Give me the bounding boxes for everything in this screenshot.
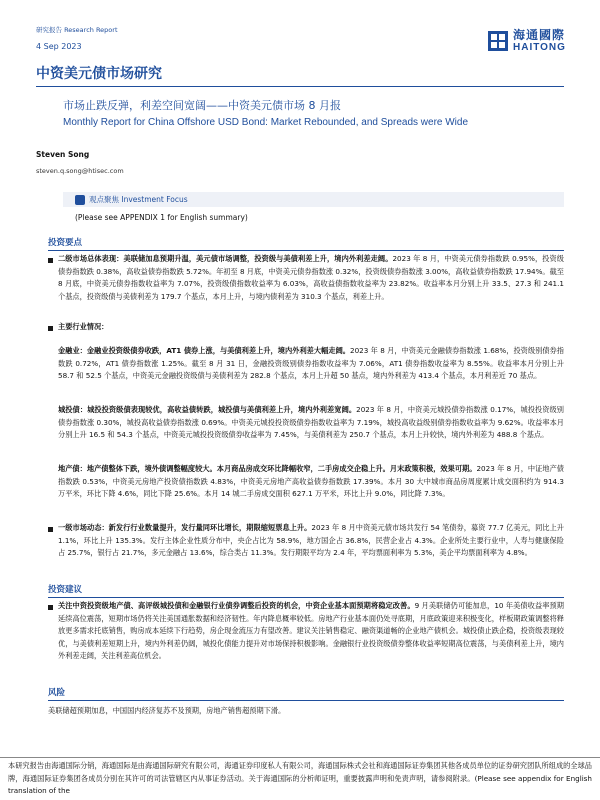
bullet-primary <box>48 527 53 532</box>
industry-lead: 主要行业情况： <box>58 322 109 331</box>
highlights-heading: 投资要点 <box>48 238 83 248</box>
market-lead: 二级市场总体表现：美联储加息预期升温，美元债市场调整，投资级与美债利差上升，境内外利差走阔。 <box>58 254 393 263</box>
property-body: 2023 年 8 月，中证地产债指数跌 0.53%，中资美元房地产投资债指数跌 4.83%，中资美元房地产高收益债券指数跌 17.39%。本月 30 大中城市商品房周度累计成交面积约为 914.3 万平米，环比下降 4.6%，同比下降 25.6%。本月 14 城二手房成交面积 627.1 万平米，环比上升 9.0%，同比降 7.3%。 <box>58 464 564 499</box>
logo-en-text: HAITONG <box>513 42 566 53</box>
report-date: 4 Sep 2023 <box>36 42 82 51</box>
subtitle-cn: 市场止跌反弹，利差空间宽阔——中资美元债市场 8 月报 <box>63 99 341 112</box>
appendix-note: (Please see APPENDIX 1 for English summary) <box>75 213 248 222</box>
primary-market-paragraph <box>58 522 564 560</box>
risk-text: 美联储超预期加息，中国国内经济复苏不及预期，房地产销售超预期下滑。 <box>48 706 286 715</box>
haitong-logo-icon <box>487 30 509 52</box>
advice-lead: 关注中资投资级地产债、高评级城投债和金融银行业债券调整后投资的机会，中资企业基本面预期将稳定改善。 <box>58 601 415 610</box>
advice-paragraph <box>58 600 564 663</box>
bullet-advice <box>48 605 53 610</box>
bullet-industry <box>48 326 53 331</box>
lgfv-body: 2023 年 8 月，中资美元城投债券指数涨 0.17%，城投投资级别债券指数涨 0.30%，城投高收益债券指数涨 0.69%。中资美元城投投资级债券指数收益率为 7.19%，城投高收益级别债券指数收益率为 9.62%。收益率本月分别上升 16.5 和 54.3 个基点，中资美元城投投资级债券收益率为 7.45%，与美债利差为 250.7 个基点，本月上升较快，境内外利差为 488.8 个基点。 <box>58 405 564 440</box>
property-lead: 地产债：地产债整体下跌，境外债调整幅度较大。本月商品房成交环比降幅收窄，二手房成交企稳上升。月末政策积极，效果可期。 <box>58 464 477 473</box>
lgfv-lead: 城投债：城投投资级债表现较优，高收益债转跌，城投债与美债利差上升，境内外利差宽阔。 <box>58 405 357 414</box>
market-body: 2023 年 8 月，中资美元债券指数跌 0.95%，投资级债券指数跌 0.38%，高收益债券指数跌 5.72%。年初至 8 月底，中资美元债券指数涨 0.32%，投资级债券指数涨 3.00%，高收益债券指数跌 17.94%。截至 8 月底，中资美元债券指数收益率为 7.07%，投资级债指数收益率为 6.03%，高收益债指数收益率为 23.82%。收益率本月分别上升 33.5、27.3 和 241.1 个基点，投资级债与美债利差为 179.7 个基点，本月上升，与境内债利差为 310.3 个基点，利差上升。 <box>58 254 564 301</box>
subtitle-en: Monthly Report for China Offshore USD Bond: Market Rebounded, and Spreads were Wide <box>63 117 469 128</box>
investment-focus-bar <box>63 192 564 207</box>
author-name: Steven Song <box>36 150 90 159</box>
industry-heading <box>58 321 564 334</box>
bullet-market <box>48 258 53 263</box>
author-email[interactable]: steven.q.song@htisec.com <box>36 167 124 175</box>
advice-heading: 投资建议 <box>48 585 83 595</box>
lgfv-paragraph <box>58 404 564 442</box>
primary-lead: 一级市场动态：新发行行业数量提升，发行量同环比增长，期限缩短票息上升。 <box>58 523 312 532</box>
focus-icon <box>75 195 85 205</box>
advice-divider <box>48 597 564 598</box>
footer-disclaimer: 本研究报告由海通国际分销，海通国际是由海通国际研究有限公司，海通证券印度私人有限公司，海通国际株式会社和海通国际证券集团其他各成员单位的证券研究团队所组成的全球品牌，海通国际证券集团各成员分别在其许可的司法管辖区内从事证券活动。关于海通国际的分析师证明，重要披露声明和免责声明，请参阅附录。(Please see appendix for English translation of the <box>8 761 592 795</box>
footer-divider <box>0 757 600 758</box>
finance-paragraph <box>58 345 564 383</box>
haitong-logo <box>487 20 579 62</box>
logo-cn-text: 海通國際 <box>513 28 566 42</box>
market-paragraph <box>58 253 564 303</box>
finance-body: 2023 年 8 月，中资美元金融债券指数涨 1.68%，投资级别债券指数跌 0.72%，AT1 债券指数涨 1.25%。截至 8 月 31 日，金融投资级别债券指数收益率为 7.06%，AT1 债券指数收益率为 8.55%。收益率本月分别上升 58.7 和 52.5 个基点，中资美元金融投资级债与美债利差为 282.8 个基点，本月上升超 50 基点，境内外利差为 413.4 个基点，本月利差近 70 基点。 <box>58 346 564 381</box>
advice-body: 9 月美联储仍可能加息，10 年美债收益率预期延续高位震荡，短期市场仍将关注美国通胀数据和经济韧性。年内降息概率较低。房地产行业基本面仍处寻底期，月底政策迎来积极变化，样板期政策调整将释放更多需求托底销售，购房成本延续下行趋势，房企现金流压力有望改善。建议关注销售稳定、融资渠道畅的企业地产债机会。城投债止跌企稳，投资级表现较优，与美债利差短期上升，境内外利差仍阔，城投化债能力提升对市场保持积极影响。金融银行业投资级债券整体收益率短期高位震荡，与美债利差上升，境内外利差走阔，关注利差高位机会。 <box>58 601 564 661</box>
property-paragraph <box>58 463 564 501</box>
primary-body: 2023 年 8 月中资美元债市场共发行 54 笔债券，募资 77.7 亿美元，同比上升 1.1%，环比上升 135.3%。发行主体企业性质分布中，央企占比为 58.9%，地方国企占 36.8%，民营企业占 4.3%。企业所处主要行业中，人寿与健康保险占 25.7%，银行占 21.7%，多元金融占 13.6%，综合类占 11.3%。发行期限平均为 2.4 年，平均票面利率为 5.3%，美企平均票面利率为 4.8%。 <box>58 523 564 558</box>
investment-focus-label: 观点聚焦 Investment Focus <box>89 195 188 204</box>
risk-heading: 风险 <box>48 688 66 698</box>
highlights-divider <box>48 250 564 251</box>
report-type: 研究报告 Research Report <box>36 26 118 34</box>
document-title: 中资美元债市场研究 <box>36 66 162 82</box>
finance-lead: 金融业：金融业投资级债券收跌，AT1 债券上涨，与美债利差上升，境内外利差大幅走阔。 <box>58 346 351 355</box>
title-divider <box>36 86 564 87</box>
risk-divider <box>48 700 564 701</box>
